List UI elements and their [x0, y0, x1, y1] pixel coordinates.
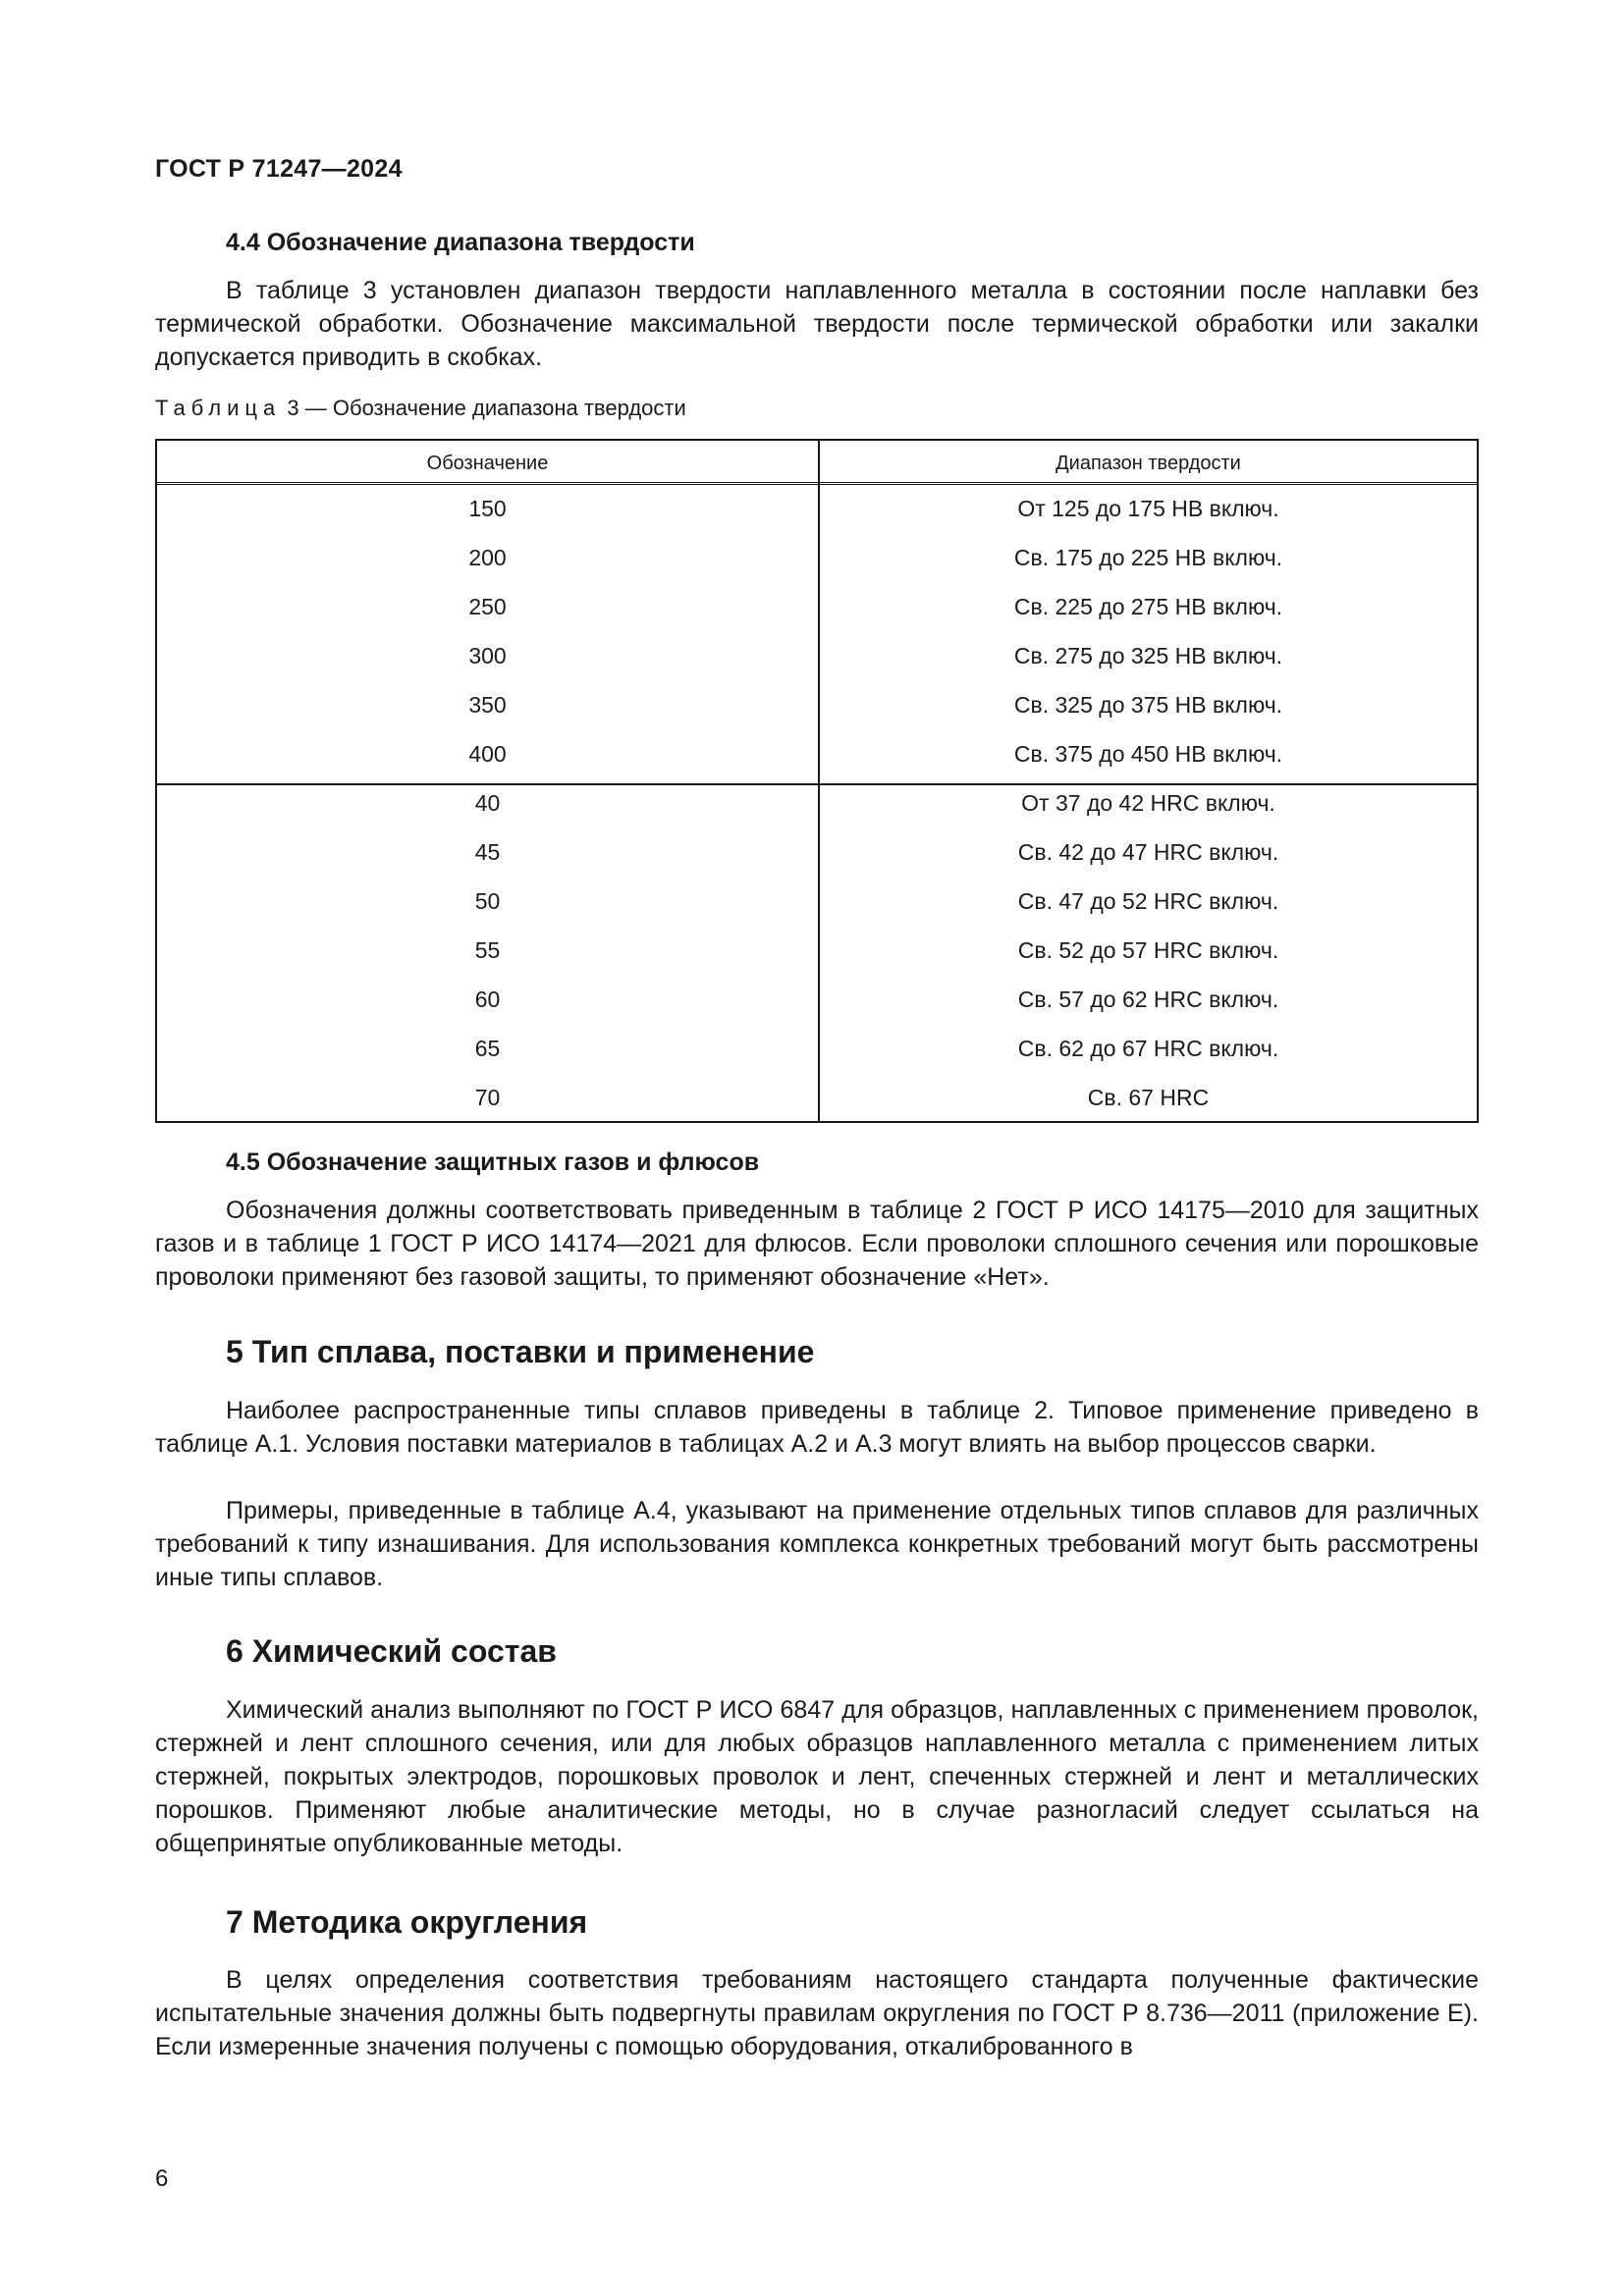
designation-cell: 250: [468, 594, 507, 619]
hardness-range-cell: Св. 275 до 325 HB включ.: [1013, 643, 1283, 668]
section-5-paragraph-1: Наиболее распространенные типы сплавов приведены в таблице 2. Типовое применение приведено в таблице А.1. Условия поставки материалов в таблицах А.2 и А.3 могут влиять на выбор процессов сварки.: [155, 1397, 1479, 1458]
section-4-5-title: 4.5 Обозначение защитных газов и флюсов: [226, 1148, 760, 1176]
column-divider: [818, 441, 820, 1121]
column-header-designation: Обозначение: [426, 453, 549, 474]
designation-cell: 60: [474, 987, 501, 1012]
hardness-range-cell: Св. 325 до 375 HB включ.: [1013, 692, 1283, 718]
hardness-range-cell: Св. 62 до 67 HRC включ.: [1017, 1036, 1279, 1061]
designation-cell: 150: [468, 496, 507, 521]
table-header-row: [157, 441, 1477, 485]
hardness-table: [155, 439, 1479, 1123]
hardness-range-cell: Св. 57 до 62 HRC включ.: [1017, 987, 1279, 1012]
document-code-header: ГОСТ Р 71247—2024: [155, 155, 403, 183]
designation-cell: 40: [474, 790, 501, 816]
designation-cell: 65: [474, 1036, 501, 1061]
section-5-title: 5 Тип сплава, поставки и применение: [226, 1334, 815, 1369]
designation-cell: 50: [474, 888, 501, 914]
table-caption: [155, 396, 686, 421]
hardness-range-cell: Св. 175 до 225 HB включ.: [1013, 545, 1283, 570]
section-4-4-title: 4.4 Обозначение диапазона твердости: [226, 229, 695, 256]
page-number: 6: [155, 2165, 169, 2192]
section-5-paragraph-2: Примеры, приведенные в таблице А.4, указывают на применение отдельных типов сплавов для различных требований к типу изнашивания. Для использования комплекса конкретных требований могут быть рассмотрены иные типы сплавов.: [155, 1497, 1479, 1591]
designation-cell: 400: [468, 741, 507, 767]
designation-cell: 300: [468, 643, 507, 668]
designation-cell: 55: [474, 937, 501, 963]
section-4-5-text: Обозначения должны соответствовать приведенным в таблице 2 ГОСТ Р ИСО 14175—2010 для защитных газов и в таблице 1 ГОСТ Р ИСО 14174—2021 для флюсов. Если проволоки сплошного сечения или порошковые проволоки применяют без газовой защиты, то применяют обозначение «Нет».: [155, 1197, 1479, 1291]
section-4-4-text: В таблице 3 установлен диапазон твердости наплавленного металла в состоянии после наплавки без термической обработки. Обозначение максимальной твердости после термической обработки или закалки допускается приводить в скобках.: [155, 277, 1479, 371]
hardness-range-cell: Св. 375 до 450 HB включ.: [1013, 741, 1283, 767]
table-caption-rest: 3 — Обозначение диапазона твердости: [287, 396, 686, 420]
designation-cell: 350: [468, 692, 507, 718]
designation-cell: 70: [474, 1085, 501, 1110]
hardness-range-cell: От 125 до 175 HB включ.: [1017, 496, 1279, 521]
hardness-range-cell: Св. 67 HRC: [1087, 1085, 1210, 1110]
section-6-text: Химический анализ выполняют по ГОСТ Р ИСО 6847 для образцов, наплавленных с применением проволок, стержней и лент сплошного сечения, или для любых образцов наплавленного металла с применением литых стержней, покрытых электродов, порошковых проволок и лент, спеченных стержней и лент и металлических порошков. Применяют любые аналитические методы, но в случае разногласий следует ссылаться на общепринятые опубликованные методы.: [155, 1696, 1479, 1857]
section-7-text: В целях определения соответствия требованиям настоящего стандарта полученные фактические испытательные значения должны быть подвергнуты правилам округления по ГОСТ Р 8.736—2011 (приложение Е). Если измеренные значения получены с помощью оборудования, откалиброванного в: [155, 1966, 1479, 2060]
hardness-range-cell: Св. 52 до 57 HRC включ.: [1017, 937, 1279, 963]
hardness-range-cell: Св. 47 до 52 HRC включ.: [1017, 888, 1279, 914]
section-6-title: 6 Химический состав: [226, 1633, 557, 1669]
hb-hrc-group-separator: [157, 783, 1477, 785]
section-7-title: 7 Методика округления: [226, 1904, 588, 1940]
designation-cell: 45: [474, 839, 501, 865]
column-header-hardness-range: Диапазон твердости: [1056, 453, 1241, 474]
hardness-range-cell: От 37 до 42 HRC включ.: [1021, 790, 1275, 816]
hardness-range-cell: Св. 225 до 275 HB включ.: [1013, 594, 1283, 619]
hardness-range-cell: Св. 42 до 47 HRC включ.: [1017, 839, 1279, 865]
table-caption-word: Таблица: [155, 396, 282, 420]
designation-cell: 200: [468, 545, 507, 570]
